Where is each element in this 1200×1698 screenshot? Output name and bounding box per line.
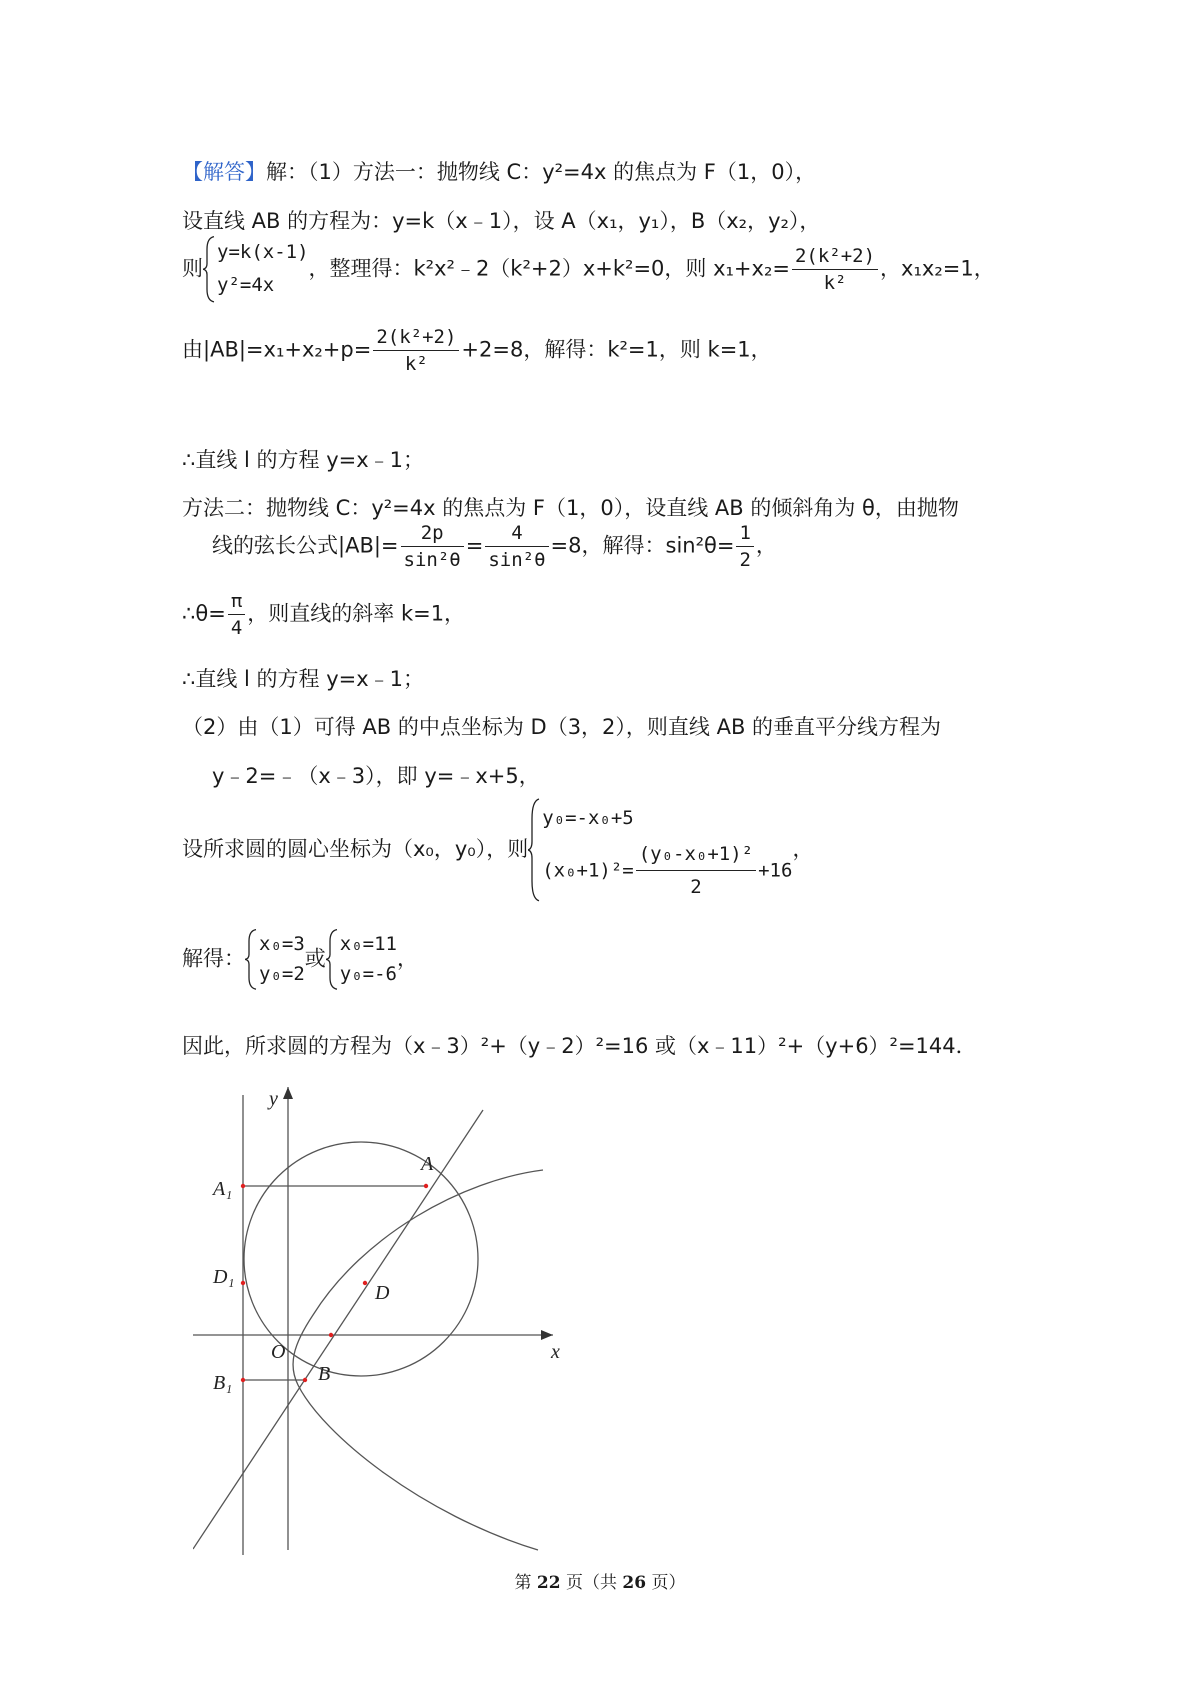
solution-line-13 [182,929,418,990]
label-a1: A₁ [213,1178,233,1200]
label-b1: B₁ [213,1372,233,1394]
fraction [401,522,464,571]
solution-line-6: 方法二：抛物线 C：y²=4x 的焦点为 F（1，0），设直线 AB 的倾斜角为 θ，由抛物 [182,496,959,520]
page-footer [0,1568,1200,1593]
line-text: ， [755,533,777,558]
system-row: y²=4x [217,274,275,297]
x-axis-arrow-icon [541,1330,553,1340]
left-brace-icon [326,929,338,990]
fraction-denominator: 2 [739,549,751,571]
point-a [424,1184,428,1188]
system-row: y₀=2 [259,963,305,986]
fraction [373,326,459,375]
label-b: B [318,1363,331,1385]
line-text: ，整理得：k²x²﹣2（k²+2）x+k²=0，则 x₁+x₂= [308,256,790,281]
fraction-denominator: 4 [230,617,243,639]
left-brace-icon [203,236,215,303]
system-row: x₀=11 [339,933,397,955]
point-d1 [241,1281,245,1285]
equation-system [245,929,305,990]
fraction-numerator: 1 [736,522,753,547]
point-d [363,1281,367,1285]
footer-text: 页） [646,1573,686,1593]
label-y: y [269,1088,278,1110]
fraction-denominator: k² [823,271,847,294]
fraction-numerator: 4 [485,522,548,547]
page-number: 22 [536,1573,561,1593]
equation-system [203,236,309,303]
line-lead: 线的弦长公式|AB|= [212,533,399,558]
solution-line-3 [182,236,995,303]
solution-line-8 [182,590,465,639]
line-text: ，x₁x₂=1， [880,256,995,281]
footer-text: 页（共 [560,1573,623,1593]
fraction [485,522,548,571]
row-text: (x₀+1)²= [542,859,634,882]
fraction-denominator: sin²θ [403,549,461,571]
solution-line-1 [182,156,816,186]
label-x: x [551,1341,560,1363]
point-a1 [241,1184,245,1188]
line-text: ，则直线的斜率 k=1， [247,601,466,626]
line-text: 解：（1）方法一：抛物线 C：y²=4x 的焦点为 F（1，0）， [266,160,817,184]
equation-system [326,929,397,990]
equals-sign: = [465,533,484,558]
parabola-circle-figure [193,1075,573,1560]
system-row: y₀=-6 [339,963,397,986]
parabola [293,1170,543,1550]
label-a: A [421,1153,434,1175]
fraction-numerator: 2(k²+2) [792,245,878,270]
solution-line-14: 因此，所求圆的方程为（x﹣3）²+（y﹣2）²=16 或（x﹣11）²+（y+6）²=144． [182,1034,977,1058]
fraction-denominator: sin²θ [488,549,546,571]
fraction-numerator: 2p [401,522,464,547]
system-row: y₀=-x₀+5 [542,807,634,829]
solution-line-11: y﹣2=﹣（x﹣3），即 y=﹣x+5， [212,764,540,788]
line-text: 或 [304,946,326,971]
line-lead: 设所求圆的圆心坐标为（x₀，y₀），则 [182,836,529,861]
fraction-denominator: k² [404,353,428,375]
solution-line-4 [182,326,772,375]
footer-text: 第 [514,1573,537,1593]
point-f [329,1333,333,1337]
system-row [542,840,792,902]
line-lead: 解得： [182,946,245,971]
solution-line-5: ∴直线 l 的方程 y=x﹣1； [182,448,425,472]
line-lead: 由|AB|=x₁+x₂+p= [182,337,372,362]
fraction-numerator: 2(k²+2) [373,326,459,351]
fraction [228,590,245,639]
fraction-denominator: 2 [690,876,702,899]
row-text: +16 [758,859,793,882]
label-origin: O [271,1341,286,1363]
point-b1 [241,1378,245,1382]
y-axis-arrow-icon [283,1087,293,1099]
line-text: ， [396,946,418,971]
fraction [636,840,756,902]
left-brace-icon [245,929,257,990]
label-d: D [375,1282,390,1304]
line-lead: ∴θ= [182,601,226,626]
solution-line-2: 设直线 AB 的方程为：y=k（x﹣1），设 A（x₁，y₁），B（x₂，y₂）， [182,209,821,233]
fraction-numerator: π [228,590,245,615]
equation-system [528,798,792,902]
solution-line-12 [182,798,813,902]
fraction [792,245,878,294]
answer-tag: 【解答】 [182,160,266,184]
line-ab [193,1110,483,1549]
label-d1: D₁ [213,1266,235,1288]
solution-line-10: （2）由（1）可得 AB 的中点坐标为 D（3，2），则直线 AB 的垂直平分线方程为 [182,715,942,739]
line-lead: 则 [182,256,203,281]
system-row: x₀=3 [259,933,305,955]
solution-line-7 [212,522,777,571]
fraction [736,522,753,571]
fraction-numerator: (y₀-x₀+1)² [636,840,756,872]
point-b [303,1378,307,1382]
line-text: +2=8，解得：k²=1，则 k=1， [461,337,772,362]
system-row: y=k(x-1) [217,241,309,263]
solution-line-9: ∴直线 l 的方程 y=x﹣1； [182,667,425,691]
left-brace-icon [528,798,540,902]
line-text: ， [792,836,814,861]
page-total: 26 [622,1573,647,1593]
line-text: =8，解得：sin²θ= [550,533,735,558]
